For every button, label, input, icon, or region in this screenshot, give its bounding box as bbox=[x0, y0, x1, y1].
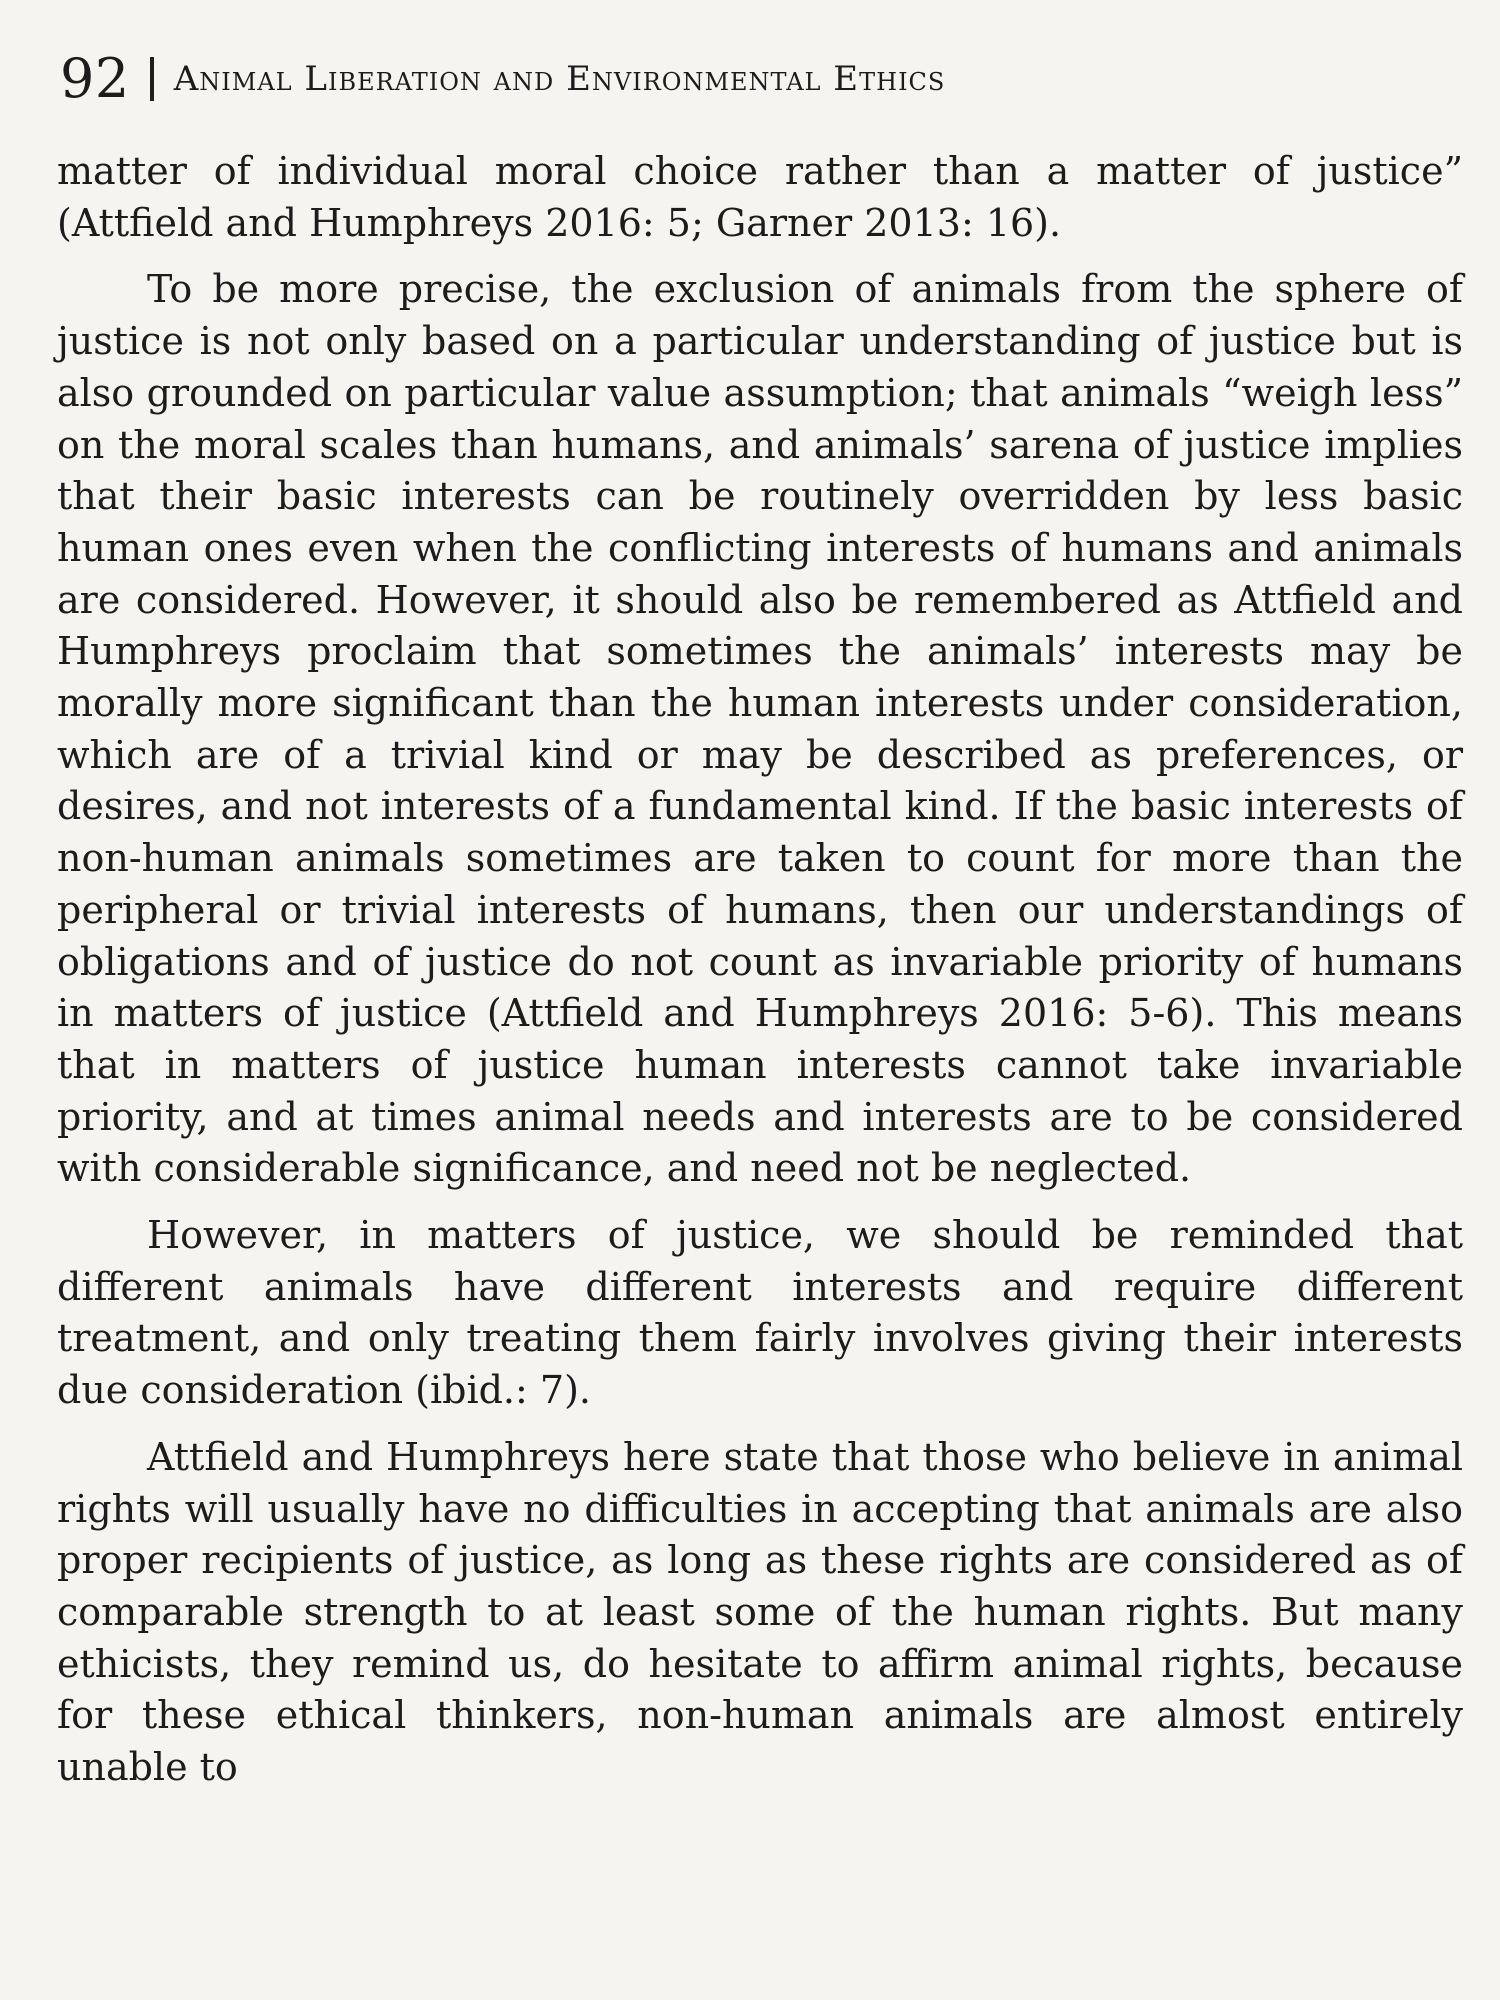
paragraph-continuation: matter of individual moral choice rather than a matter of justice” (Attfield and Humphreys 2016: 5; Garner 2013: 16). bbox=[57, 149, 1463, 245]
paragraph-different-interests: However, in matters of justice, we should be reminded that different animals have different interests and require different treatment, and only treating them fairly involves giving their interests due consideration (ibid.: 7). bbox=[57, 1213, 1463, 1413]
page-number: 92 bbox=[60, 47, 130, 110]
running-title: Animal Liberation and Environmental Ethics bbox=[173, 59, 946, 99]
header-separator bbox=[150, 57, 154, 101]
paragraph-justice-exclusion: To be more precise, the exclusion of animals from the sphere of justice is not only based on a particular understanding of justice but is also grounded on particular value assumption; that animals “weigh less” on the moral scales than humans, and animals’ sarena of justice implies that their basic interests can be routinely overridden by less basic human ones even when the conflicting interests of humans and animals are considered. However, it should also be remembered as Attfield and Humphreys proclaim that sometimes the animals’ interests may be morally more significant than the human interests under consideration, which are of a trivial kind or may be described as preferences, or desires, and not interests of a fundamental kind. If the basic interests of non-human animals sometimes are taken to count for more than the peripheral or trivial interests of humans, then our understandings of obligations and of justice do not count as invariable priority of humans in matters of justice (Attfield and Humphreys 2016: 5-6). This means that in matters of justice human interests cannot take invariable priority, and at times animal needs and interests are to be considered with considerable significance, and need not be neglected. bbox=[57, 267, 1463, 1191]
body-text bbox=[57, 146, 1463, 1794]
paragraph-animal-rights: Attfield and Humphreys here state that those who believe in animal rights will usually have no difficulties in accepting that animals are also proper recipients of justice, as long as these rights are considered as of comparable strength to at least some of the human rights. But many ethicists, they remind us, do hesitate to affirm animal rights, because for these ethical thinkers, non-human animals are almost entirely unable to bbox=[57, 1434, 1463, 1790]
running-head bbox=[60, 47, 946, 110]
